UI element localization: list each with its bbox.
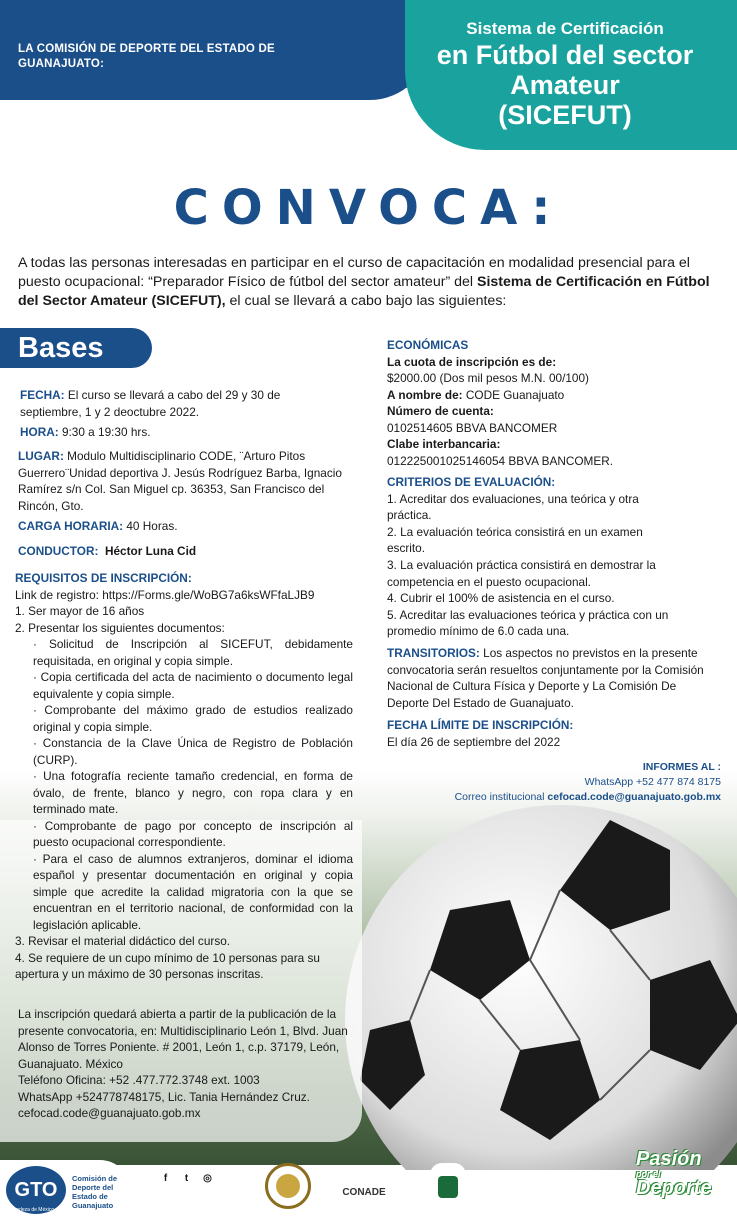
fecha-text: El curso se llevará a cabo del 29 y 30 de septiembre, 1 y 2 deoctubre 2022. [20, 388, 281, 419]
carga-text: 40 Horas. [123, 519, 178, 533]
documento-item: · Para el caso de alumnos extranjeros, dominar el idioma español y presentar documentación en original y copia simple que acredite la calidad migratoria con la que se encuentran en el territorio nacional, de conformidad con la legislación aplicable. [15, 851, 353, 934]
fecha-limite-text: El día 26 de septiembre del 2022 [387, 734, 561, 749]
fmf-crest-center [438, 1176, 458, 1198]
registro-link[interactable]: Link de registro: https://Forms.gle/WoBG7a6ksWFfaLJB9 [15, 587, 315, 602]
fecha-block [20, 387, 310, 420]
informes-heading: INFORMES AL : [642, 761, 721, 773]
requisito-1: 1. Ser mayor de 16 años [15, 604, 145, 618]
social-links [157, 1170, 227, 1187]
requisitos-heading: REQUISITOS DE INSCRIPCIÓN: [15, 571, 192, 585]
bases-heading: Bases [0, 328, 152, 368]
telefono-oficina: Teléfono Oficina: +52 .477.772.3748 ext. 1003 [18, 1073, 260, 1087]
documento-item: · Comprobante del máximo grado de estudios realizado original y copia simple. [15, 702, 353, 735]
inscripcion-text: La inscripción quedará abierta a partir de la publicación de la presente convocatoria, en: Multidisciplinario León 1, Blvd. Juan Alonso de Torres Poniente. # 2001, León 1, c.p. 37179, León, Guanajuato. México [18, 1007, 348, 1071]
informes-section [455, 760, 721, 805]
conductor-text: Héctor Luna Cid [104, 544, 197, 558]
lugar-text: Modulo Multidisciplinario CODE, ¨Arturo Pitos Guerrero¨Unidad deportiva J. Jesús Rodríguez Barba, Ignacio Ramírez s/n Col. San Miguel cp. 36353, San Francisco del Rincón, Gto. [18, 449, 342, 513]
ufd-logo: UFD [505, 1178, 545, 1206]
lugar-block [18, 448, 344, 514]
pasion-word: Pasión [636, 1148, 702, 1170]
hora-label: HORA: [20, 425, 59, 439]
cuenta-value: 0102514605 BBVA BANCOMER [387, 420, 558, 435]
intro-paragraph [18, 254, 722, 311]
convoca-heading: CONVOCA: [173, 180, 564, 236]
requisito-4: 4. Se requiere de un cupo mínimo de 10 personas para su apertura y un máximo de 30 personas inscritas. [15, 950, 320, 981]
title-line-1: Sistema de Certificación [466, 19, 664, 38]
hora-text: 9:30 a 19:30 hrs. [58, 425, 151, 439]
economicas-heading: ECONÓMICAS [387, 338, 469, 352]
header-title [405, 18, 725, 130]
criterios-section [387, 474, 677, 557]
title-line-2: en Fútbol del sector [436, 40, 694, 70]
criterio-item: 5. Acreditar las evaluaciones teórica y práctica con un promedio mínimo de 6.0 cada una. [387, 607, 669, 638]
conductor-block [18, 543, 318, 560]
lugar-label: LUGAR: [18, 449, 64, 463]
carga-label: CARGA HORARIA: [18, 519, 124, 533]
twitter-icon[interactable]: t [178, 1170, 195, 1187]
instagram-icon[interactable]: ◎ [199, 1170, 216, 1187]
intro-text-2: el cual se llevará a cabo bajo las siguientes: [225, 293, 507, 309]
economicas-section [387, 337, 717, 469]
criterio-item: 4. Cubrir el 100% de asistencia en el curso. [387, 591, 615, 605]
soccer-ball-image [330, 790, 737, 1170]
clabe-value: 012225001025146054 BBVA BANCOMER. [387, 453, 614, 468]
criterios-heading: CRITERIOS DE EVALUACIÓN: [387, 475, 556, 489]
conade-logo: CONADE [325, 1180, 403, 1206]
cuota-value: $2000.00 (Dos mil pesos M.N. 00/100) [387, 371, 589, 385]
ufd-name: Universidad del Fútbol y Ciencias del Deporte [548, 1180, 598, 1203]
gto-logo: GTO [6, 1166, 66, 1214]
documento-item: · Solicitud de Inscripción al SICEFUT, debidamente requisitada, en original y copia simple. [15, 636, 353, 669]
criterios-section-2 [387, 557, 707, 640]
pasion-por-el-deporte-logo [636, 1150, 734, 1198]
carga-block [18, 518, 318, 535]
criterio-item: 2. La evaluación teórica consistirá en un examen escrito. [387, 524, 643, 555]
documento-item: · Una fotografía reciente tamaño credencial, en forma de óvalo, de frente, blanco y negro, con ropa clara y en terminado mate. [15, 768, 353, 818]
transitorios-text: Los aspectos no previstos en la presente convocatoria serán resueltos conjuntamente por la Comisión Nacional de Cultura Física y Deporte y La Comisión De Deporte Del Estado de Guanajuato. [387, 646, 704, 710]
correo-contact[interactable]: cefocad.code@guanajuato.gob.mx [18, 1106, 201, 1120]
conductor-label: CONDUCTOR: [18, 544, 99, 558]
por-el-word: por el [636, 1169, 661, 1179]
whatsapp-contact: WhatsApp +524778748175, Lic. Tania Hernández Cruz. [18, 1089, 310, 1104]
fecha-label: FECHA: [20, 388, 65, 402]
deporte-word: Deporte [636, 1177, 712, 1199]
documento-item: · Constancia de la Clave Única de Registro de Población (CURP). [15, 735, 353, 768]
seal-logo-center [276, 1174, 300, 1198]
requisito-3: 3. Revisar el material didáctico del curso. [15, 934, 231, 948]
clabe-label: Clabe interbancaria: [387, 437, 501, 451]
inscripcion-section [18, 1006, 354, 1122]
requisito-2: 2. Presentar los siguientes documentos: [15, 620, 225, 635]
facebook-icon[interactable]: f [157, 1170, 174, 1187]
title-line-3: Amateur [510, 70, 620, 100]
intro-bold: Sistema de Certificación en Fútbol del Sector Amateur (SICEFUT), [18, 274, 710, 309]
cuota-label: La cuota de inscripción es de: [387, 354, 557, 369]
transitorios-section [387, 645, 717, 711]
informes-correo-label: Correo institucional [454, 791, 548, 803]
title-line-4: (SICEFUT) [498, 100, 632, 130]
criterio-item: 3. La evaluación práctica consistirá en demostrar la competencia en el puesto ocupacional. [387, 558, 656, 589]
transitorios-label: TRANSITORIOS: [387, 646, 480, 660]
fecha-limite-section [387, 717, 717, 750]
gto-tagline: Grandeza de México [8, 1207, 55, 1213]
website-link[interactable]: codegto.gob.mx [145, 1194, 238, 1208]
nombre-value: CODE Guanajuato [462, 387, 565, 402]
gto-organization-name: Comisión de Deporte del Estado de Guanajuato [72, 1174, 118, 1210]
header-organization: LA COMISIÓN DE DEPORTE DEL ESTADO DE GUANAJUATO: [18, 43, 275, 70]
criterio-item: 1. Acreditar dos evaluaciones, una teórica y otra práctica. [387, 491, 639, 522]
requisitos-section [15, 570, 353, 983]
cuenta-label: Número de cuenta: [387, 404, 494, 418]
intro-text-1: A todas las personas interesadas en participar en el curso de capacitación en modalidad presencial para el puesto ocupacional: “Preparador Físico de fútbol del sector amateur” del [18, 255, 690, 290]
documento-item: · Comprobante de pago por concepto de inscripción al puesto ocupacional correspondiente. [15, 818, 353, 851]
documento-item: · Copia certificada del acta de nacimiento o documento legal equivalente y copia simple. [15, 669, 353, 702]
hora-block [20, 424, 320, 441]
informes-correo[interactable]: cefocad.code@guanajuato.gob.mx [547, 791, 721, 803]
informes-whatsapp: WhatsApp +52 477 874 8175 [584, 776, 721, 788]
nombre-label: A nombre de: [387, 387, 463, 402]
fecha-limite-heading: FECHA LÍMITE DE INSCRIPCIÓN: [387, 718, 574, 732]
